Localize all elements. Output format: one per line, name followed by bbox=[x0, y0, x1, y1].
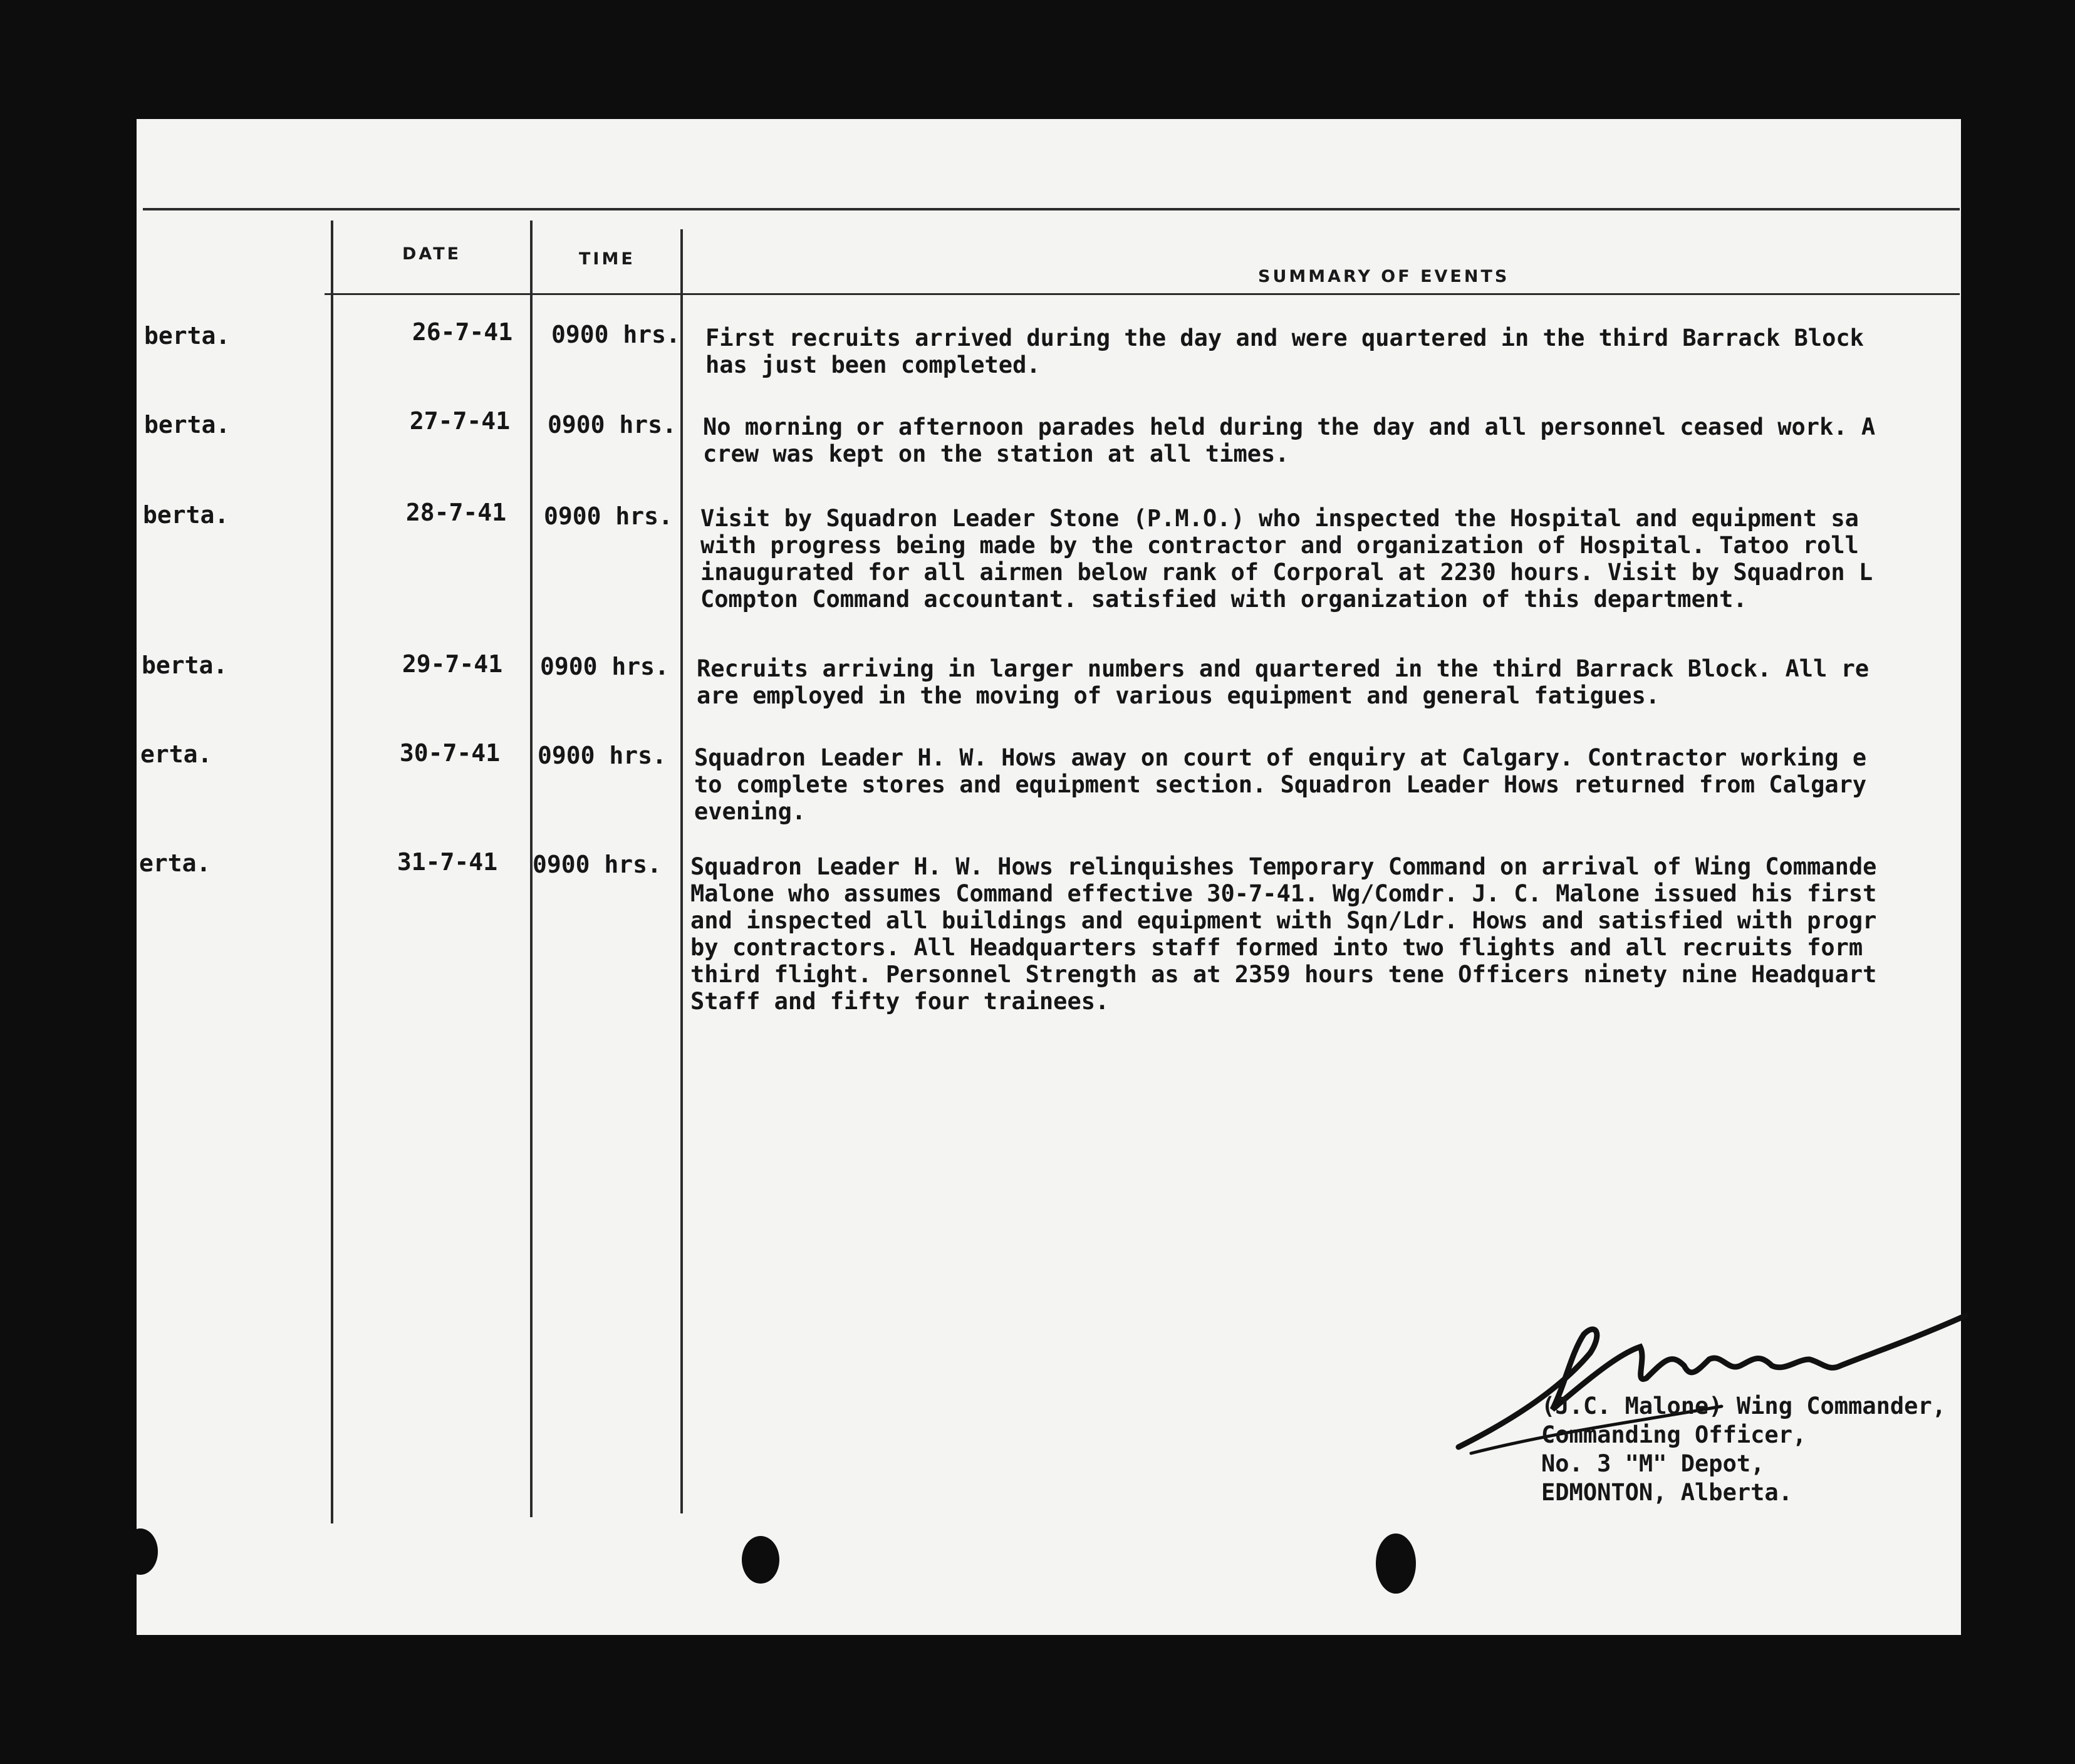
entry-date: 27-7-41 bbox=[409, 407, 511, 435]
entry-summary bbox=[694, 744, 1866, 825]
entry-time: 0900 hrs. bbox=[544, 502, 673, 530]
signature-line: Commanding Officer, bbox=[1541, 1421, 1807, 1448]
entry-summary bbox=[705, 324, 1864, 378]
summary-line: Squadron Leader H. W. Hows away on court of enquiry at Calgary. Contractor working e bbox=[694, 744, 1867, 771]
entry-time: 0900 hrs. bbox=[551, 321, 680, 348]
entry-summary bbox=[700, 505, 1873, 613]
entry-summary bbox=[697, 655, 1869, 709]
summary-line: by contractors. All Headquarters staff formed into two flights and all recruits form bbox=[690, 934, 1863, 961]
column-divider-place-date bbox=[331, 220, 333, 1523]
punch-hole bbox=[1376, 1533, 1416, 1594]
signature-line: (J.C. Malone) Wing Commander, bbox=[1541, 1393, 1947, 1419]
entry-place: berta. bbox=[143, 501, 229, 529]
summary-line: Compton Command accountant. satisfied with organization of this department. bbox=[700, 586, 1747, 613]
summary-line: No morning or afternoon parades held during the day and all personnel ceased work. A bbox=[703, 413, 1876, 440]
summary-line: Recruits arriving in larger numbers and quartered in the third Barrack Block. All re bbox=[697, 655, 1870, 682]
summary-line: First recruits arrived during the day and were quartered in the third Barrack Block bbox=[705, 324, 1864, 351]
entry-summary bbox=[690, 853, 1876, 1015]
entry-date: 26-7-41 bbox=[412, 318, 513, 346]
summary-line: Visit by Squadron Leader Stone (P.M.O.) who inspected the Hospital and equipment sa bbox=[700, 505, 1859, 532]
time-column-header: TIME bbox=[579, 249, 635, 269]
summary-line: with progress being made by the contractor and organization of Hospital. Tatoo roll bbox=[700, 532, 1859, 559]
header-rule bbox=[325, 293, 1960, 295]
summary-line: are employed in the moving of various equipment and general fatigues. bbox=[697, 682, 1660, 709]
summary-line: crew was kept on the station at all times. bbox=[703, 440, 1289, 467]
entry-time: 0900 hrs. bbox=[538, 742, 667, 769]
summary-line: has just been completed. bbox=[705, 351, 1041, 378]
signature-line: EDMONTON, Alberta. bbox=[1541, 1479, 1792, 1506]
entry-place: berta. bbox=[144, 322, 231, 350]
document-page bbox=[137, 119, 1961, 1635]
entry-place: erta. bbox=[140, 740, 212, 768]
entry-time: 0900 hrs. bbox=[533, 851, 662, 878]
summary-line: and inspected all buildings and equipment with Sqn/Ldr. Hows and satisfied with progr bbox=[690, 907, 1877, 934]
top-rule bbox=[143, 208, 1960, 210]
signature-line: No. 3 "M" Depot, bbox=[1541, 1450, 1765, 1477]
summary-line: Malone who assumes Command effective 30-7-41. Wg/Comdr. J. C. Malone issued his first bbox=[690, 880, 1877, 907]
signature-block bbox=[1541, 1392, 1946, 1507]
entry-date: 31-7-41 bbox=[397, 848, 498, 876]
entry-place: erta. bbox=[139, 849, 211, 877]
summary-line: evening. bbox=[694, 798, 806, 825]
entry-summary bbox=[703, 413, 1875, 467]
date-column-header: DATE bbox=[402, 244, 462, 264]
summary-line: inaugurated for all airmen below rank of Corporal at 2230 hours. Visit by Squadron L bbox=[700, 559, 1873, 586]
entry-time: 0900 hrs. bbox=[540, 653, 669, 680]
entry-date: 29-7-41 bbox=[402, 650, 503, 678]
entry-date: 28-7-41 bbox=[405, 499, 507, 526]
punch-hole bbox=[123, 1528, 158, 1575]
punch-hole bbox=[742, 1536, 779, 1584]
summary-line: third flight. Personnel Strength as at 2359 hours tene Officers ninety nine Headquart bbox=[690, 961, 1877, 988]
entry-place: berta. bbox=[142, 651, 228, 679]
summary-line: Staff and fifty four trainees. bbox=[690, 988, 1110, 1015]
entry-date: 30-7-41 bbox=[399, 739, 501, 767]
summary-column-header: SUMMARY OF EVENTS bbox=[1258, 267, 1510, 286]
summary-line: to complete stores and equipment section. Squadron Leader Hows returned from Calgary bbox=[694, 771, 1867, 798]
entry-time: 0900 hrs. bbox=[548, 411, 677, 438]
summary-line: Squadron Leader H. W. Hows relinquishes Temporary Command on arrival of Wing Commande bbox=[690, 853, 1877, 880]
entry-place: berta. bbox=[144, 411, 231, 438]
column-divider-time-summary bbox=[680, 229, 683, 1513]
